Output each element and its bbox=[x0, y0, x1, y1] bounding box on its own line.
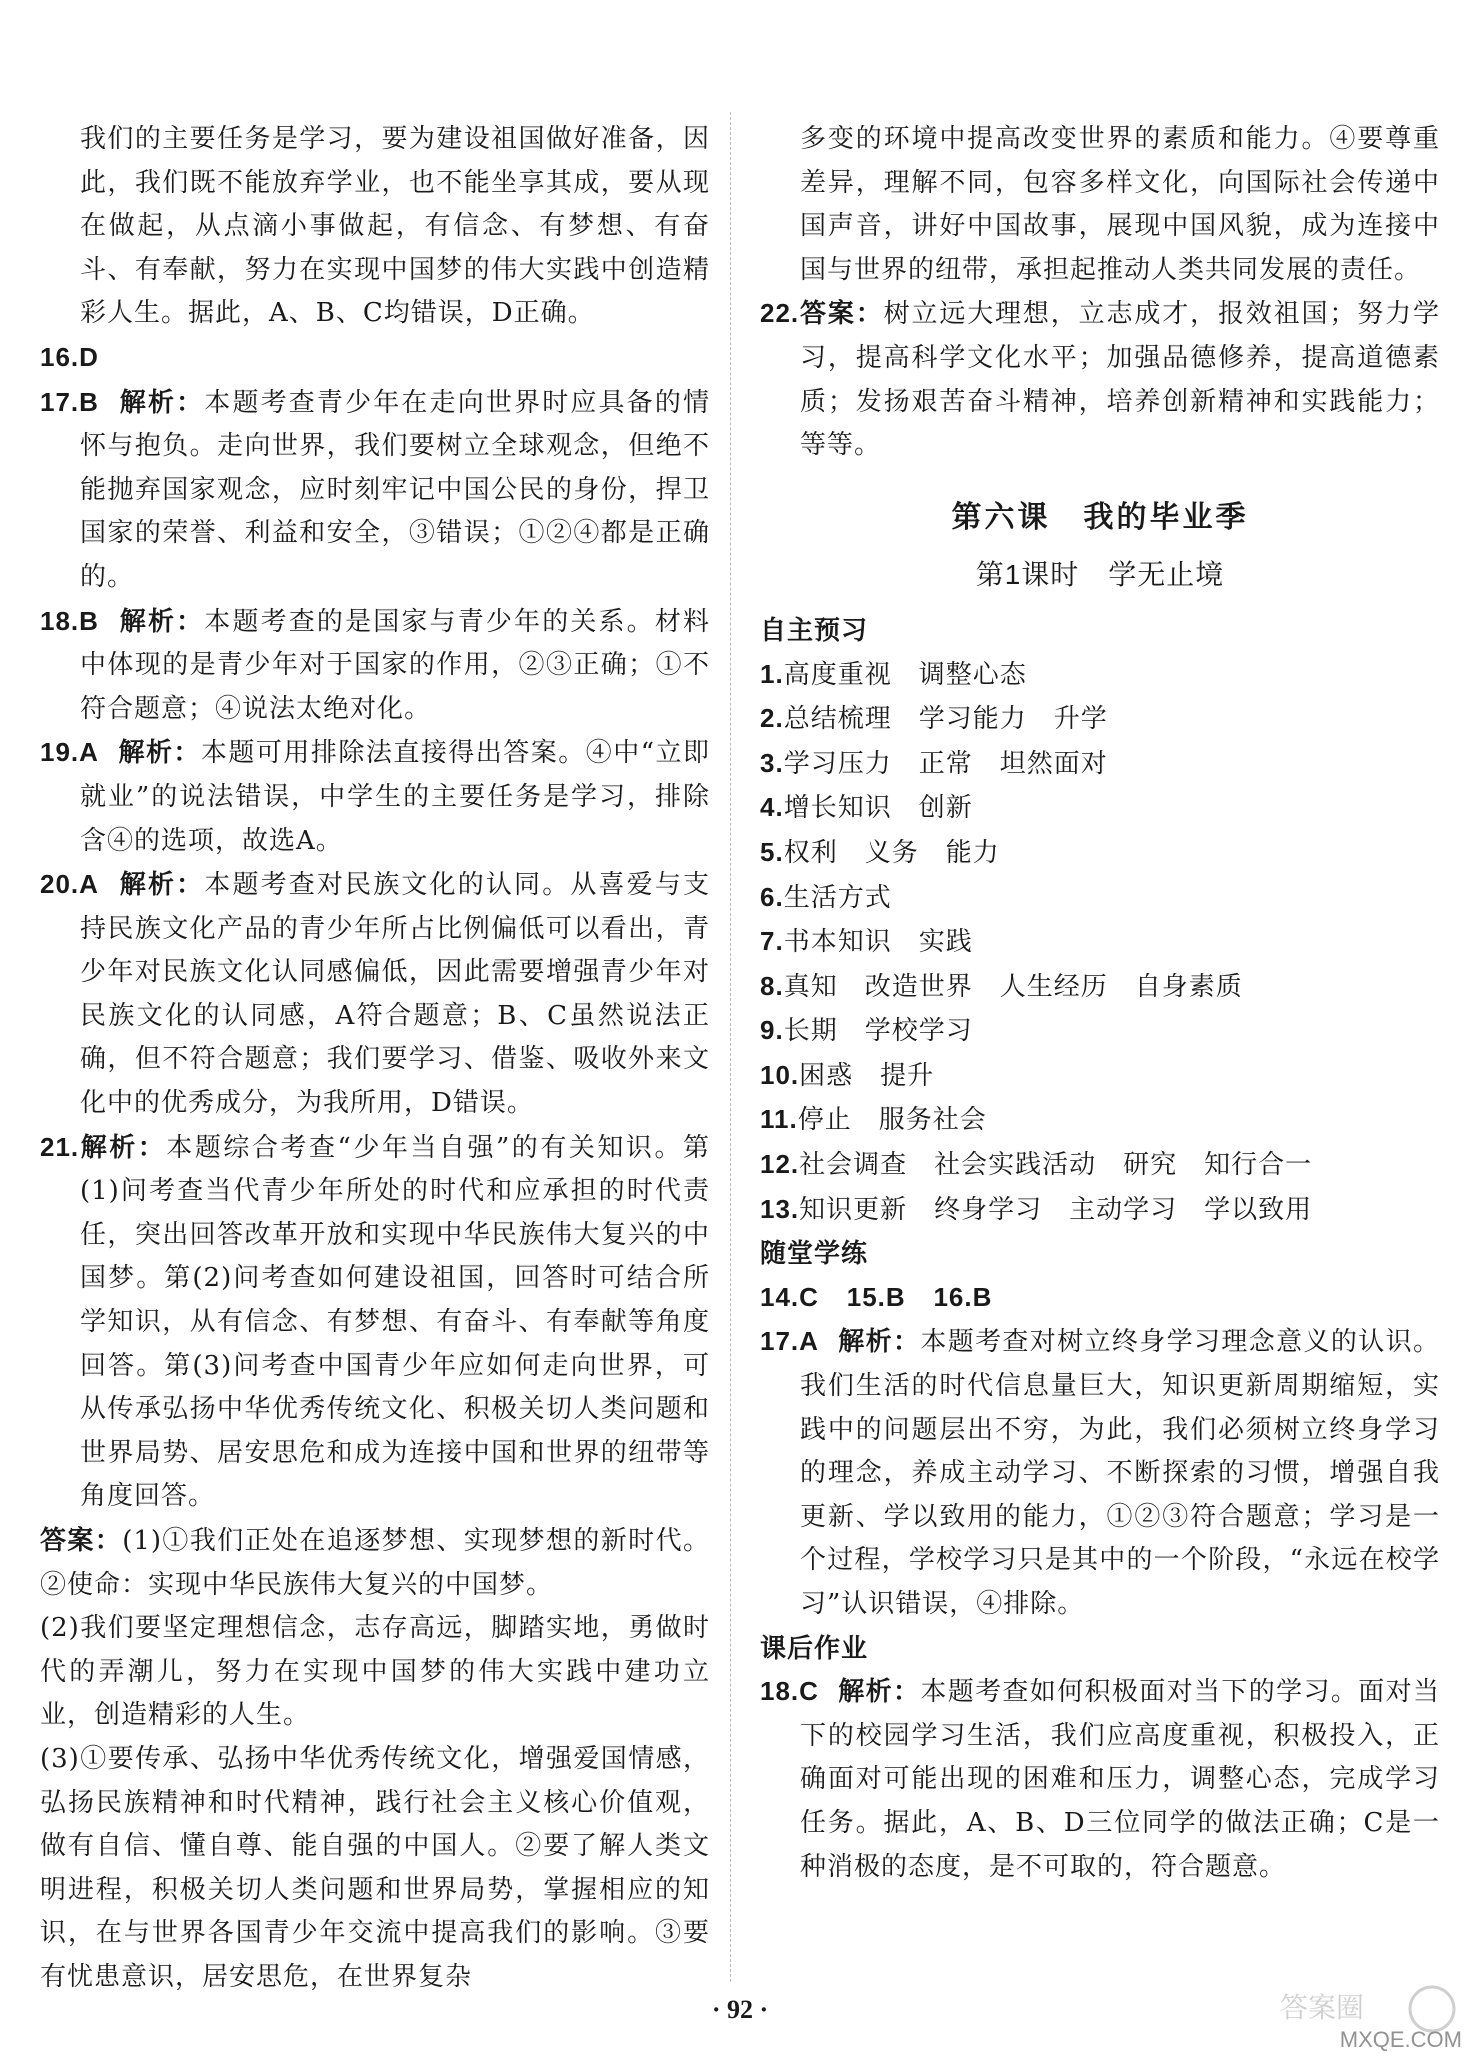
answer-letter: B bbox=[79, 605, 99, 636]
item-text: 长期 学校学习 bbox=[783, 1016, 973, 1047]
analysis-label: 解析： bbox=[118, 737, 201, 768]
answer-letter: A bbox=[79, 869, 99, 900]
list-item bbox=[760, 653, 1440, 698]
analysis-text: 本题考查对树立终身学习理念意义的认识。我们生活的时代信息量巨大，知识更新周期缩短，实践中的问题层出不穷，为此，我们必须树立终身学习的理念，养成主动学习、不断探索的习惯，增强自我更新、学以致用的能力，①②③符合题意；学习是一个过程，学校学习只是其中的一个阶段，“永远在校学习”认识错误，④排除。 bbox=[800, 1327, 1440, 1619]
list-item bbox=[760, 742, 1440, 787]
list-item bbox=[760, 1188, 1440, 1233]
analysis-text: 本题考查青少年在走向世界时应具备的情怀与抱负。走向世界，我们要树立全球观念，但绝不能抛弃国家观念，应时刻牢记中国公民的身份，捍卫国家的荣誉、利益和安全，③错误；①②④都是正确的。 bbox=[80, 387, 710, 592]
column-divider bbox=[730, 112, 731, 1982]
left-column bbox=[40, 118, 710, 2000]
analysis-label: 解析： bbox=[119, 605, 205, 636]
question-number: 18. bbox=[760, 1676, 800, 1707]
page-number: · 92 · bbox=[711, 1995, 769, 2024]
analysis-label: 解析： bbox=[79, 1131, 167, 1162]
item-number: 6. bbox=[760, 881, 784, 912]
list-item bbox=[760, 1009, 1440, 1054]
answer-21-part3: (3)①要传承、弘扬中华优秀传统文化，增强爱国情感，弘扬民族精神和时代精神，践行社会主义核心价值观，做有自信、懂自尊、能自强的中国人。②要了解人类文明进程，积极关切人类问题和世界局势，掌握相应的知识，在与世界各国青少年交流中提高我们的影响。③要有忧患意识，居安思危，在世界复杂 bbox=[40, 1743, 710, 1992]
answer-text: 树立远大理想，立志成才，报效祖国；努力学习，提高科学文化水平；加强品德修养，提高道德素质；发扬艰苦奋斗精神，培养创新精神和实践能力；等等。 bbox=[800, 299, 1440, 461]
list-item bbox=[760, 920, 1440, 965]
list-item bbox=[760, 697, 1440, 742]
answer-17 bbox=[40, 381, 710, 600]
lesson-title: 第六课 我的毕业季 bbox=[951, 500, 1249, 534]
answer-22 bbox=[760, 292, 1440, 467]
analysis-text: 本题可用排除法直接得出答案。④中“立即就业”的说法错误，中学生的主要任务是学习，排除含④的选项，故选A。 bbox=[80, 738, 710, 856]
answer-letter: A bbox=[799, 1326, 819, 1357]
answer-label: 答案： bbox=[40, 1525, 123, 1555]
analysis-text: 本题综合考查“少年当自强”的有关知识。第(1)问考查当代青少年所处的时代和应承担的时代责任，突出回答改革开放和实现中华民族伟大复兴的中国梦。第(2)问考查如何建设祖国，回答时可结合所学知识，从有信念、有梦想、有奋斗、有奉献等角度回答。第(3)问考查中国青少年应如何走向世界，可从传承弘扬中华优秀传统文化、积极关切人类问题和世界局势、居安思危和成为连接中国和世界的纽带等角度回答。 bbox=[80, 1132, 710, 1512]
item-text: 知识更新 终身学习 主动学习 学以致用 bbox=[799, 1194, 1313, 1225]
question-number: 17. bbox=[760, 1326, 800, 1357]
item-text: 生活方式 bbox=[783, 882, 892, 913]
item-text: 停止 服务社会 bbox=[797, 1105, 987, 1136]
analysis-text: 本题考查对民族文化的认同。从喜爱与支持民族文化产品的青少年所占比例偏低可以看出，青少年对民族文化认同感偏低，因此需要增强青少年对民族文化的认同感，A符合题意；B、C虽然说法正确，但不符合题意；我们要学习、借鉴、吸收外来文化中的优秀成分，为我所用，D错误。 bbox=[80, 870, 710, 1119]
answer-21-part2: (2)我们要坚定理想信念，志存高远，脚踏实地，勇做时代的弄潮儿，努力在实现中国梦的伟大实践中建功立业，创造精彩的人生。 bbox=[40, 1613, 710, 1731]
item-text: 真知 改造世界 人生经历 自身素质 bbox=[783, 971, 1243, 1002]
item-number: 3. bbox=[760, 747, 784, 778]
answer-21 bbox=[40, 1126, 710, 1519]
item-text: 总结梳理 学习能力 升学 bbox=[783, 704, 1108, 735]
question-number: 17. bbox=[40, 386, 80, 417]
item-text: 增长知识 创新 bbox=[783, 793, 973, 824]
question-number: 22. bbox=[760, 298, 800, 329]
item-text: 社会调查 社会实践活动 研究 知行合一 bbox=[799, 1150, 1313, 1181]
list-item bbox=[760, 876, 1440, 921]
analysis-label: 解析： bbox=[119, 386, 205, 417]
list-item bbox=[760, 786, 1440, 831]
section-heading-preview: 自主预习 bbox=[760, 614, 869, 645]
item-number: 13. bbox=[760, 1193, 800, 1224]
list-item bbox=[760, 965, 1440, 1010]
item-number: 4. bbox=[760, 792, 784, 823]
answer-17-right bbox=[760, 1320, 1440, 1626]
list-item bbox=[760, 1143, 1440, 1188]
list-item bbox=[760, 1054, 1440, 1099]
item-number: 5. bbox=[760, 836, 784, 867]
item-text: 高度重视 调整心态 bbox=[783, 659, 1027, 690]
item-text: 困惑 提升 bbox=[799, 1060, 935, 1091]
question-number: 18. bbox=[40, 605, 80, 636]
answer-18-right bbox=[760, 1670, 1440, 1889]
question-number: 19. bbox=[40, 737, 80, 768]
answer-16 bbox=[40, 336, 710, 381]
item-number: 10. bbox=[760, 1059, 800, 1090]
analysis-label: 解析： bbox=[119, 869, 205, 900]
item-number: 1. bbox=[760, 658, 784, 689]
question-number: 15. bbox=[846, 1281, 886, 1312]
list-item bbox=[760, 831, 1440, 876]
answer-letter: C bbox=[799, 1281, 819, 1312]
analysis-text: 本题考查的是国家与青少年的关系。材料中体现的是青少年对于国家的作用，②③正确；①不符合题意；④说法太绝对化。 bbox=[80, 606, 710, 724]
question-number: 20. bbox=[40, 869, 80, 900]
answer-letter: D bbox=[79, 341, 99, 372]
item-text: 书本知识 实践 bbox=[783, 927, 973, 958]
item-number: 12. bbox=[760, 1149, 800, 1180]
preview-list bbox=[760, 653, 1440, 1233]
answer-letter: B bbox=[972, 1281, 993, 1312]
analysis-text: 本题考查如何积极面对当下的学习。面对当下的校园学习生活，我们应高度重视，积极投入，正确面对可能出现的困难和压力，调整心态，完成学习任务。据此，A、B、D三位同学的做法正确；C是一种消极的态度，是不可取的，符合题意。 bbox=[800, 1677, 1440, 1882]
item-text: 权利 义务 能力 bbox=[783, 837, 1000, 868]
right-column bbox=[760, 118, 1440, 1889]
item-number: 7. bbox=[760, 926, 784, 957]
answer-label: 答案： bbox=[799, 298, 884, 329]
question-number: 21. bbox=[40, 1131, 80, 1162]
answer-21-part1 bbox=[40, 1519, 710, 1607]
answer-letter: A bbox=[79, 737, 99, 768]
item-number: 11. bbox=[760, 1104, 798, 1135]
answer-letter: B bbox=[885, 1281, 906, 1312]
watermark-logo-text: 答案圈 bbox=[1279, 1991, 1365, 2024]
list-item bbox=[760, 1098, 1440, 1143]
analysis-label: 解析： bbox=[838, 1676, 921, 1707]
answer-20 bbox=[40, 863, 710, 1126]
question-number: 16. bbox=[933, 1281, 973, 1312]
question-number: 14. bbox=[760, 1281, 800, 1312]
continued-paragraph: 多变的环境中提高改变世界的素质和能力。④要尊重差异，理解不同，包容多样文化，向国际社会传递中国声音，讲好中国故事，展现中国风貌，成为连接中国与世界的纽带，承担起推动人类共同发展的责任。 bbox=[800, 124, 1440, 285]
item-text: 学习压力 正常 坦然面对 bbox=[783, 748, 1108, 779]
watermark-url: MXQE.COM bbox=[1339, 2027, 1462, 2052]
question-number: 16. bbox=[40, 341, 80, 372]
period-title: 第1课时 学无止境 bbox=[975, 559, 1225, 591]
intro-paragraph: 我们的主要任务是学习，要为建设祖国做好准备，因此，我们既不能放弃学业，也不能坐享其成，要从现在做起，从点滴小事做起，有信念、有梦想、有奋斗、有奉献，努力在实现中国梦的伟大实践中创造精彩人生。据此，A、B、C均错误，D正确。 bbox=[80, 124, 710, 329]
practice-answers bbox=[760, 1276, 1440, 1321]
answer-18 bbox=[40, 600, 710, 732]
answer-letter: B bbox=[79, 386, 99, 417]
analysis-label: 解析： bbox=[838, 1326, 921, 1357]
answer-19 bbox=[40, 731, 710, 863]
item-number: 2. bbox=[760, 703, 784, 734]
item-number: 9. bbox=[760, 1015, 784, 1046]
item-number: 8. bbox=[760, 970, 784, 1001]
section-heading-practice: 随堂学练 bbox=[760, 1238, 869, 1269]
answer-letter: C bbox=[799, 1676, 819, 1707]
section-heading-homework: 课后作业 bbox=[760, 1632, 869, 1663]
answer-text: (1)①我们正处在追逐梦想、实现梦想的新时代。②使命：实现中华民族伟大复兴的中国梦。 bbox=[40, 1526, 710, 1600]
